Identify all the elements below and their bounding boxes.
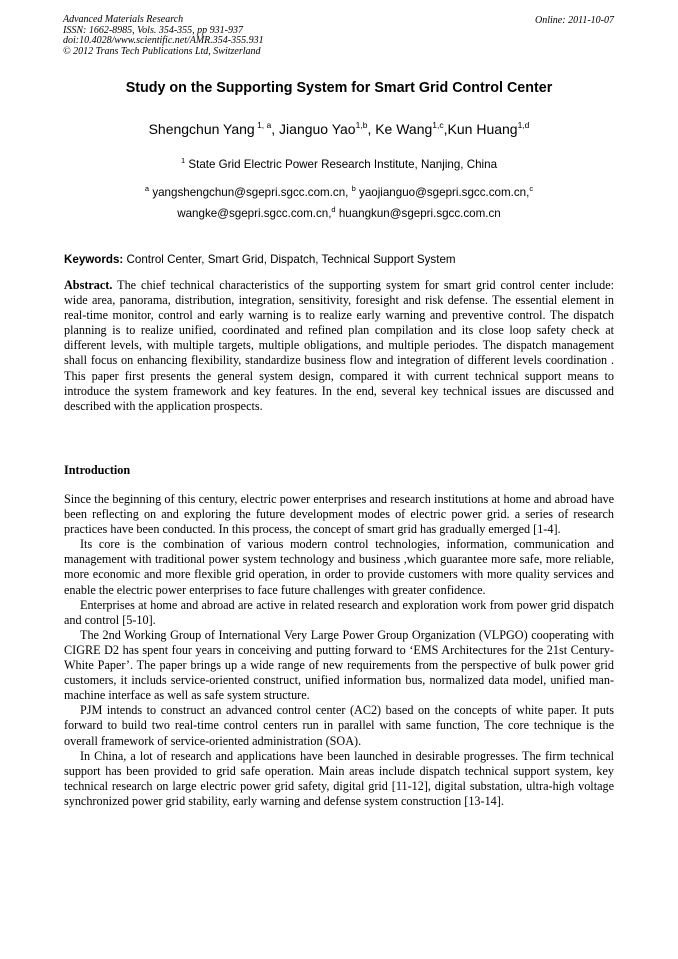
email-sup: d	[331, 205, 336, 214]
author-sup: 1,b	[355, 120, 368, 130]
paragraph: PJM intends to construct an advanced control center (AC2) based on the concepts of white paper. It puts forward to build two real-time control centers run in parallel with same function, The core technique is the overall framework of service-oriented administration (SOA).	[64, 703, 614, 748]
online-date: Online: 2011-10-07	[535, 15, 614, 26]
issn-line: ISSN: 1662-8985, Vols. 354-355, pp 931-937	[63, 24, 243, 36]
keywords-label: Keywords:	[64, 253, 124, 266]
author-name: Ke Wang	[375, 121, 433, 137]
email-text: huangkun@sgepri.sgcc.com.cn	[335, 207, 501, 220]
author-sup: 1,d	[517, 120, 530, 130]
affiliation-text: State Grid Electric Power Research Institute, Nanjing, China	[185, 158, 498, 171]
email-line-2	[0, 207, 678, 220]
email-line-1	[0, 186, 678, 199]
abstract-label: Abstract.	[64, 278, 113, 292]
abstract	[64, 278, 614, 414]
copyright-line: © 2012 Trans Tech Publications Ltd, Switzerland	[63, 45, 261, 57]
paragraph: In China, a lot of research and applications have been launched in desirable progresses. The firm technical support has been provided to grid safe operation. Main areas include dispatch technical support system, key technical research on large electric power grid safety, digital grid [11-12], digital substation, ultra-high voltage synchronized power grid stability, early warning and defense system construction [13-14].	[64, 748, 614, 808]
paragraph: Since the beginning of this century, electric power enterprises and research institutions at home and abroad have been reflecting on and exploring the future development modes of electric power grid. a series of research practices have been conducted. In this process, the concept of smart grid has gradually emerged [1-4].	[64, 492, 614, 537]
journal-name: Advanced Materials Research	[63, 14, 184, 25]
keywords-text: Control Center, Smart Grid, Dispatch, Technical Support System	[123, 253, 456, 266]
author-sup: 1,c	[432, 120, 444, 130]
affiliation	[0, 158, 678, 171]
section-heading: Introduction	[64, 463, 131, 477]
author-name: Shengchun Yang	[148, 121, 255, 137]
paragraph: Its core is the combination of various modern control technologies, information, communication and management with traditional power system technology and business ,which guarantee more safe, more reliable, more economic and more flexible grid operation, in order to provide customers with more quality services and enable the electric power enterprises to face future challenges with greater confidence.	[64, 537, 614, 597]
email-sup: b	[351, 184, 356, 193]
author-sup: 1, a	[254, 120, 272, 130]
author-list: Shengchun Yang $^{1, a}$, Jianguo Yao$^{1,b}$, Ke Wang$^{1,c}$,Kun Huang$^{1,d}$	[148, 120, 530, 137]
affiliation-sup: 1	[180, 156, 186, 165]
paragraph: The 2nd Working Group of International Very Large Power Group Organization (VLPGO) cooperating with CIGRE D2 has spent four years in conceiving and putting forward to ‘EMS Architectures for the 21st Century-White Paper’. The paper brings up a wide range of new requirements from the perspective of bulk power grid customers, it includs service-oriented construct, unified information bus, normalized data model, unified man-machine interface as well as safe system structure.	[64, 627, 614, 703]
email-text: wangke@sgepri.sgcc.com.cn,	[177, 207, 332, 220]
keywords	[64, 253, 456, 266]
introduction-body	[64, 492, 614, 809]
paragraph: Enterprises at home and abroad are active in related research and exploration work from power grid dispatch and control [5-10].	[64, 597, 614, 627]
author-name: Kun Huang	[447, 121, 518, 137]
email-sup: c	[529, 184, 534, 193]
abstract-text: The chief technical characteristics of the supporting system for smart grid control center include: wide area, panorama, distribution, integration, sensitivity, foresight and risk defense. The essential element in real-time monitor, control and early warning is to realize early warning and preventive control. The dispatch planning is to realize unified, coordinated and refined plan compilation and its close loop safety check at different levels, with multiple targets, multiple obligations, and multiple periodes. The dispatch management shall focus on enhancing flexibility, standardize business flow and integration of different levels coordination . This paper first presents the general system design, compared it with current technical support means to introduce the system framework and key features. In the end, several key technical issues are discussed and described with the application prospects.	[64, 278, 614, 413]
author-name: Jianguo Yao	[279, 121, 356, 137]
email-text: yangshengchun@sgepri.sgcc.com.cn,	[149, 186, 352, 199]
email-text: yaojianguo@sgepri.sgcc.com.cn,	[355, 186, 530, 199]
email-sup: a	[144, 184, 150, 193]
paper-title: Study on the Supporting System for Smart Grid Control Center	[125, 80, 553, 96]
doi-line: doi:10.4028/www.scientific.net/AMR.354-355.931	[63, 35, 264, 47]
